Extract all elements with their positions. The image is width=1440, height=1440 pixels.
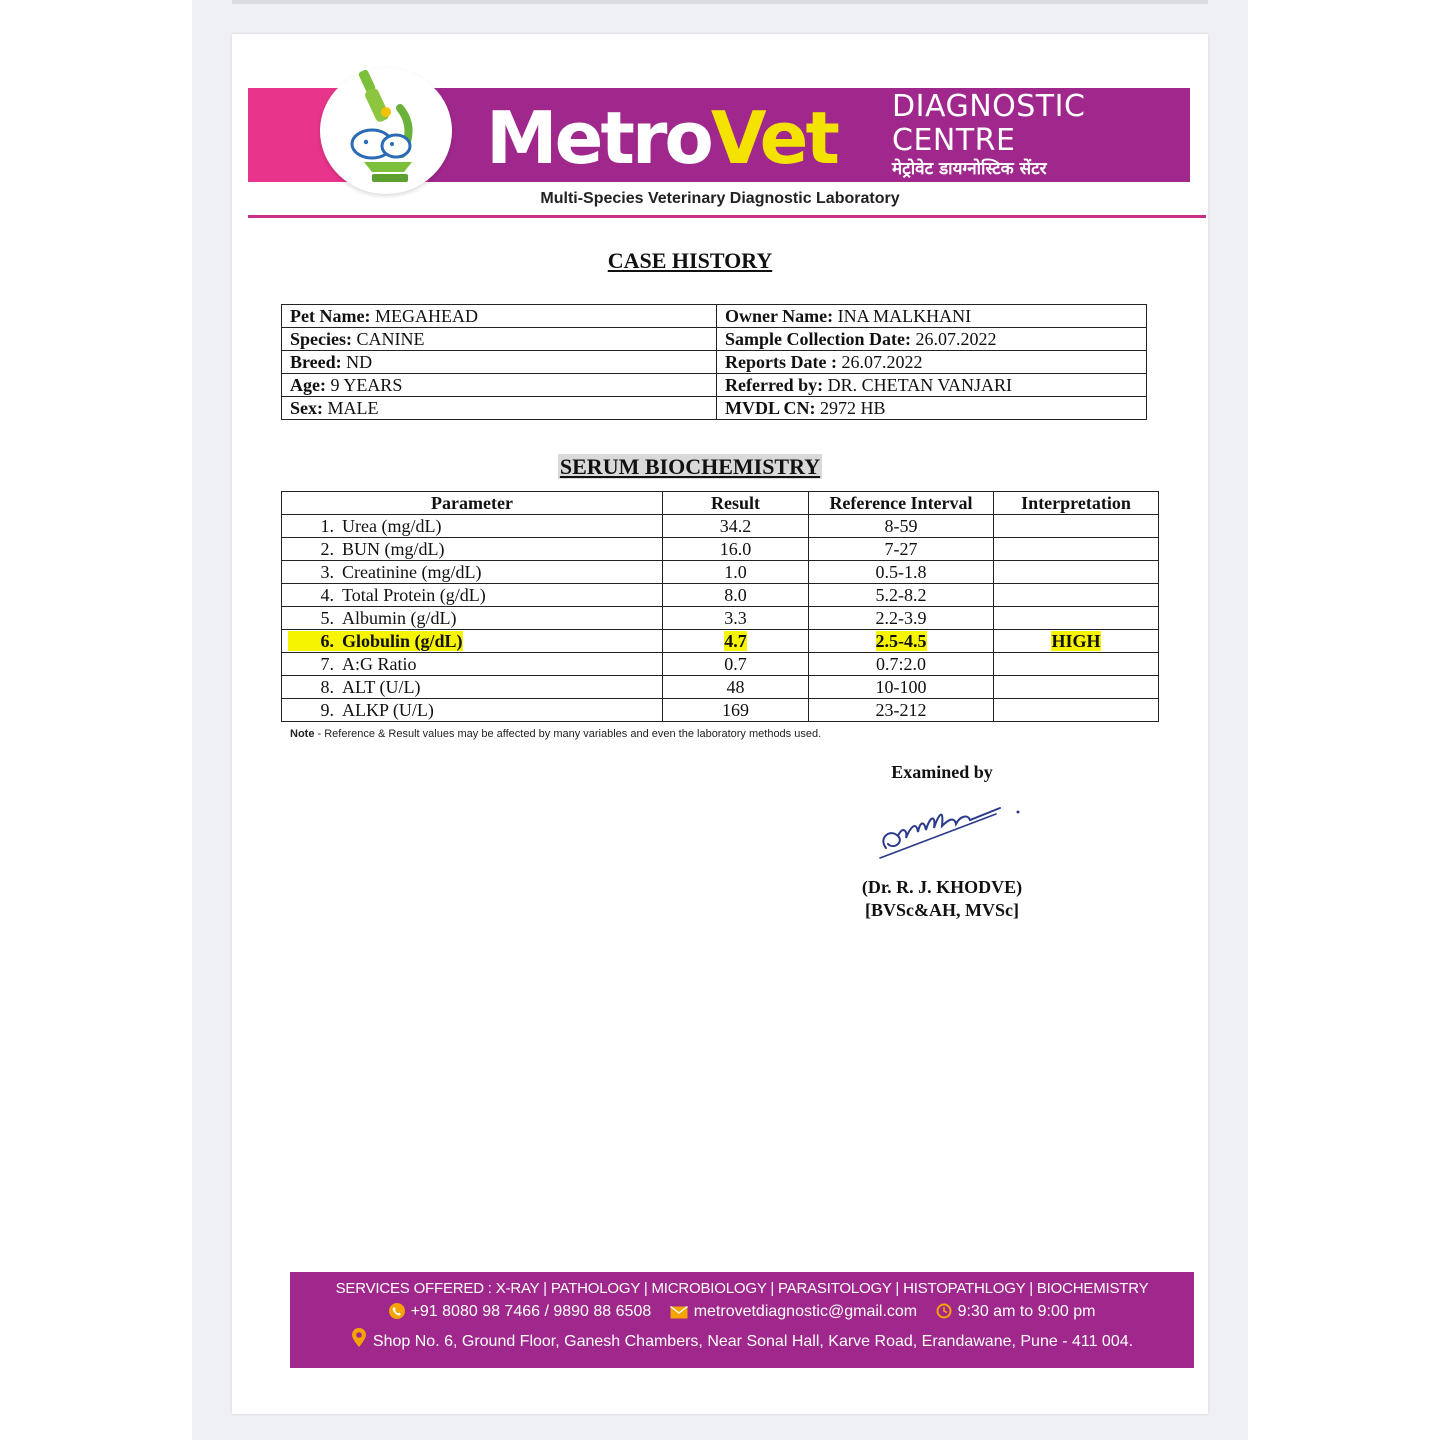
reference-cell [809, 561, 994, 584]
case-field-label: Owner Name: [725, 306, 834, 326]
result-value: 1.0 [724, 562, 747, 582]
interpretation-cell [994, 561, 1159, 584]
reference-value: 0.5-1.8 [875, 562, 927, 582]
table-row [282, 653, 1159, 676]
services-offered: SERVICES OFFERED : X-RAY | PATHOLOGY | MICROBIOLOGY | PARASITOLOGY | HISTOPATHLOGY | BIOCHEMISTRY [335, 1280, 1149, 1297]
table-row [282, 538, 1159, 561]
result-cell [663, 676, 809, 699]
result-value: 16.0 [719, 539, 752, 559]
parameter-cell [282, 653, 663, 676]
handwritten-signature [872, 786, 1032, 866]
previous-page-edge [232, 0, 1208, 4]
parameter-name: ALT (U/L) [342, 677, 421, 697]
doctor-degrees: [BVSc&AH, MVSc] [865, 900, 1019, 920]
case-field-label: Species: [290, 329, 352, 349]
row-number: 5. [320, 608, 334, 628]
result-value: 169 [722, 700, 749, 720]
parameter-name: Urea (mg/dL) [342, 516, 442, 536]
row-number: 7. [320, 654, 334, 674]
result-value: 0.7 [724, 654, 747, 674]
case-field-value: 9 YEARS [330, 375, 403, 395]
result-value: 34.2 [719, 516, 752, 536]
parameter-cell [282, 676, 663, 699]
row-number: 9. [320, 700, 334, 720]
row-number: 1. [320, 516, 334, 536]
parameter-cell [282, 584, 663, 607]
brand-vet: Vet [710, 96, 837, 180]
result-cell [663, 584, 809, 607]
parameter-cell [282, 699, 663, 722]
row-number: 3. [320, 562, 334, 582]
reference-cell [809, 515, 994, 538]
address-text: Shop No. 6, Ground Floor, Ganesh Chambers, Near Sonal Hall, Karve Road, Erandawane, Pune - 411 004. [372, 1333, 1134, 1350]
result-cell [663, 538, 809, 561]
result-value: 3.3 [724, 608, 747, 628]
case-field-value: INA MALKHANI [837, 306, 972, 326]
case-field-value: ND [346, 352, 373, 372]
case-field-label: Age: [290, 375, 326, 395]
parameter-name: ALKP (U/L) [342, 700, 434, 720]
case-left-cell [282, 351, 717, 374]
case-history-row [282, 351, 1147, 374]
parameter-cell [282, 538, 663, 561]
reference-value: 10-100 [875, 677, 927, 697]
case-right-cell [717, 328, 1147, 351]
report-page [232, 34, 1208, 1414]
hindi-name: मेट्रोवेट डायग्नोस्टिक सेंटर [892, 159, 1047, 179]
result-value: 48 [726, 677, 745, 697]
result-cell [663, 630, 809, 653]
row-number: 8. [320, 677, 334, 697]
note-text: - Reference & Result values may be affected by many variables and even the laboratory methods used. [314, 728, 822, 740]
row-number: 6. [320, 631, 334, 651]
header-interpretation: Interpretation [994, 492, 1159, 515]
case-left-cell [282, 397, 717, 420]
phone-numbers: +91 8080 98 7466 / 9890 88 6508 [410, 1303, 652, 1320]
brand-logotype [486, 98, 837, 178]
mail-icon [670, 1306, 688, 1319]
reference-value: 2.2-3.9 [875, 608, 927, 628]
reference-value: 5.2-8.2 [875, 585, 927, 605]
case-field-value: 26.07.2022 [915, 329, 997, 349]
case-history-row [282, 328, 1147, 351]
case-left-cell [282, 305, 717, 328]
microscope-pet-logo-icon [342, 68, 432, 190]
table-row [282, 515, 1159, 538]
case-right-cell [717, 397, 1147, 420]
reference-cell [809, 699, 994, 722]
parameter-name: A:G Ratio [342, 654, 417, 674]
header-reference-interval: Reference Interval [809, 492, 994, 515]
case-field-value: MEGAHEAD [374, 306, 478, 326]
result-value: 4.7 [724, 631, 747, 651]
note-label: Note [290, 728, 315, 740]
header-divider [248, 215, 1206, 218]
case-field-label: Reports Date : [725, 352, 837, 372]
case-history-row [282, 305, 1147, 328]
case-right-cell [717, 305, 1147, 328]
parameter-name: Albumin (g/dL) [342, 608, 457, 628]
result-cell [663, 699, 809, 722]
reference-cell [809, 584, 994, 607]
case-history-row [282, 374, 1147, 397]
diagnostic-label: DIAGNOSTIC [892, 89, 1086, 124]
parameter-cell [282, 561, 663, 584]
parameter-cell [282, 515, 663, 538]
result-cell [663, 515, 809, 538]
serum-biochemistry-title [232, 454, 1148, 480]
header-parameter: Parameter [282, 492, 663, 515]
doctor-name: (Dr. R. J. KHODVE) [861, 877, 1023, 897]
case-history-table [281, 304, 1147, 420]
table-header-row [282, 492, 1159, 515]
reference-value: 0.7:2.0 [875, 654, 926, 674]
case-right-cell [717, 351, 1147, 374]
case-history-row [282, 397, 1147, 420]
brand-metro: Metro [486, 96, 711, 180]
parameter-name: Total Protein (g/dL) [342, 585, 486, 605]
interpretation-value: HIGH [1051, 631, 1101, 651]
interpretation-cell [994, 676, 1159, 699]
reference-value: 7-27 [884, 539, 918, 559]
case-field-label: Sample Collection Date: [725, 329, 911, 349]
case-field-value: MALE [327, 398, 379, 418]
case-field-value: 26.07.2022 [841, 352, 923, 372]
reference-note [290, 728, 821, 740]
parameter-name: Globulin (g/dL) [342, 631, 463, 651]
reference-cell [809, 676, 994, 699]
interpretation-cell [994, 607, 1159, 630]
result-value: 8.0 [724, 585, 747, 605]
reference-cell [809, 538, 994, 561]
reference-value: 8-59 [884, 516, 918, 536]
reference-value: 2.5-4.5 [875, 631, 927, 651]
case-field-label: Breed: [290, 352, 342, 372]
address-line [290, 1327, 1194, 1351]
row-number: 4. [320, 585, 334, 605]
header-result: Result [663, 492, 809, 515]
interpretation-cell [994, 653, 1159, 676]
case-field-label: Sex: [290, 398, 323, 418]
reference-cell [809, 607, 994, 630]
interpretation-cell [994, 630, 1159, 653]
result-cell [663, 607, 809, 630]
biochemistry-table [281, 491, 1159, 722]
case-right-cell [717, 374, 1147, 397]
parameter-cell [282, 607, 663, 630]
centre-label: CENTRE [892, 123, 1016, 158]
table-row [282, 699, 1159, 722]
case-field-label: Pet Name: [290, 306, 371, 326]
result-cell [663, 653, 809, 676]
reference-value: 23-212 [875, 700, 927, 720]
reference-cell [809, 653, 994, 676]
interpretation-cell [994, 584, 1159, 607]
parameter-cell [282, 630, 663, 653]
interpretation-cell [994, 699, 1159, 722]
case-left-cell [282, 328, 717, 351]
serum-biochemistry-label: SERUM BIOCHEMISTRY [559, 454, 821, 479]
clock-icon [936, 1303, 952, 1319]
table-row [282, 676, 1159, 699]
location-pin-icon [351, 1327, 367, 1349]
case-history-title: CASE HISTORY [607, 248, 773, 273]
parameter-name: BUN (mg/dL) [342, 539, 445, 559]
email-address: metrovetdiagnostic@gmail.com [693, 1303, 918, 1320]
contact-line [290, 1303, 1194, 1321]
phone-icon [389, 1303, 405, 1319]
table-row [282, 607, 1159, 630]
case-field-value: CANINE [356, 329, 425, 349]
case-field-label: MVDL CN: [725, 398, 816, 418]
interpretation-cell [994, 538, 1159, 561]
result-cell [663, 561, 809, 584]
case-field-value: DR. CHETAN VANJARI [827, 375, 1013, 395]
tagline: Multi-Species Veterinary Diagnostic Laboratory [540, 190, 900, 207]
table-row [282, 584, 1159, 607]
interpretation-cell [994, 515, 1159, 538]
parameter-name: Creatinine (mg/dL) [342, 562, 482, 582]
footer-band [290, 1272, 1194, 1368]
case-left-cell [282, 374, 717, 397]
case-field-value: 2972 HB [820, 398, 886, 418]
case-field-label: Referred by: [725, 375, 824, 395]
row-number: 2. [320, 539, 334, 559]
examined-by-label: Examined by [891, 762, 993, 782]
reference-cell [809, 630, 994, 653]
opening-hours: 9:30 am to 9:00 pm [957, 1303, 1096, 1320]
table-row [282, 561, 1159, 584]
table-row [282, 630, 1159, 653]
